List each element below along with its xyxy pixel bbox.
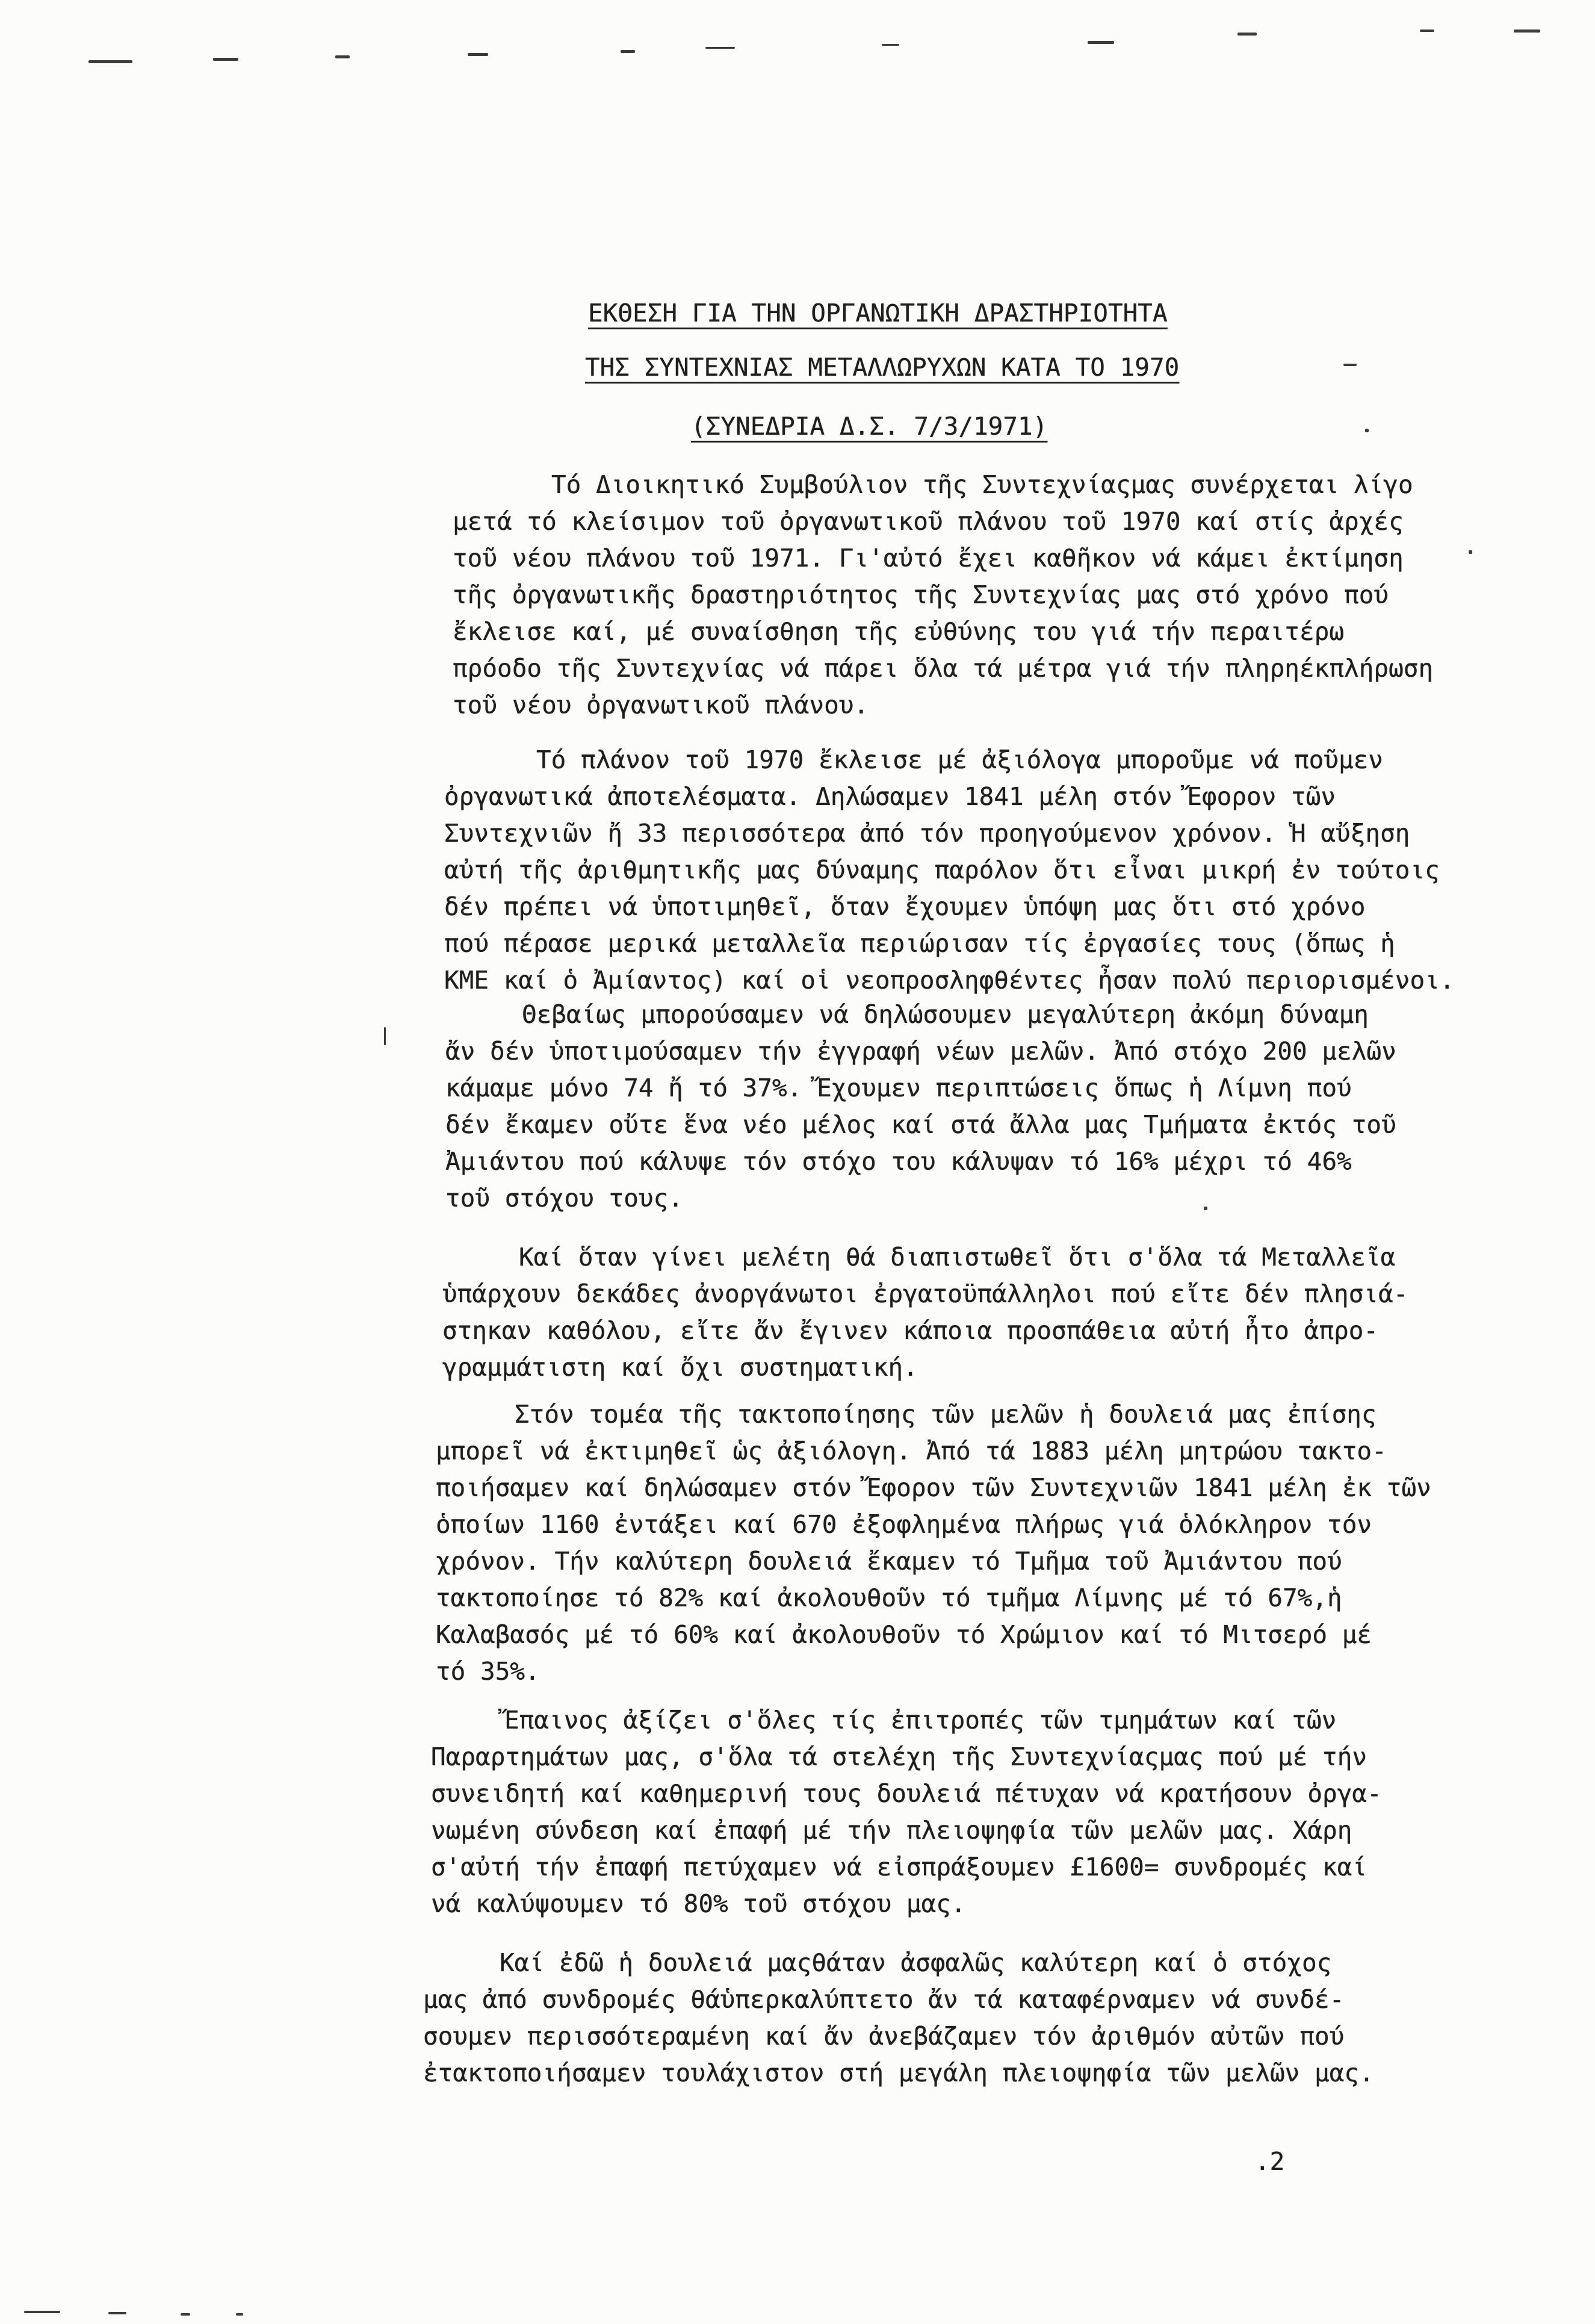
scan-artifact: [1237, 33, 1257, 36]
paragraph-line: Θεβαίως μπορούσαμεν νά δηλώσουμεν μεγαλύτερη ἀκόμη δύναμη: [522, 1000, 1369, 1029]
paragraph-line: Τό πλάνον τοῦ 1970 ἔκλεισε μέ ἀξιόλογα μποροῦμε νά ποῦμεν: [536, 745, 1383, 774]
paragraph-line: ΚΜΕ καί ὁ Ἀμίαντος) καί οἱ νεοπροσληφθέντες ἦσαν πολύ περιορισμένοι.: [444, 966, 1455, 995]
paragraph-line: μετά τό κλείσιμον τοῦ ὀργανωτικοῦ πλάνου τοῦ 1970 καί στίς ἀρχές: [453, 507, 1404, 536]
paragraph-line: μας ἀπό συνδρομές θάὑπερκαλύπτετο ἄν τά καταφέρναμεν νά συνδέ-: [423, 1985, 1345, 2014]
scan-artifact: [24, 2311, 60, 2313]
paragraph-line: δέν ἔκαμεν οὔτε ἕνα νέο μέλος καί στά ἄλλα μας Τμήματα ἐκτός τοῦ: [445, 1110, 1396, 1139]
paragraph-line: τοῦ νέου πλάνου τοῦ 1971. Γι'αὐτό ἔχει καθῆκον νά κάμει ἐκτίμηση: [453, 544, 1404, 573]
document-title-line-1: ΕΚΘΕΣΗ ΓΙΑ ΤΗΝ ΟΡΓΑΝΩΤΙΚΗ ΔΡΑΣΤΗΡΙΟΤΗΤΑ: [588, 299, 1168, 328]
scan-artifact: [213, 58, 238, 61]
paragraph-line: ἔκλεισε καί, μέ συναίσθηση τῆς εὐθύνης του γιά τήν περαιτέρω: [453, 617, 1345, 646]
paragraph-line: ποιήσαμεν καί δηλώσαμεν στόν Ἔφορον τῶν Συντεχνιῶν 1841 μέλη ἐκ τῶν: [436, 1473, 1431, 1502]
paragraph-line: Ἔπαινος ἀξίζει σ'ὅλες τίς ἐπιτροπές τῶν τμημάτων καί τῶν: [504, 1706, 1337, 1735]
paragraph-line: χρόνον. Τήν καλύτερη δουλειά ἔκαμεν τό Τμῆμα τοῦ Ἀμιάντου πού: [436, 1547, 1342, 1576]
scan-artifact: [1469, 550, 1472, 554]
paragraph-line: Ἀμιάντου πού κάλυψε τόν στόχο του κάλυψαν τό 16% μέχρι τό 46%: [445, 1147, 1352, 1176]
scan-artifact: [88, 60, 132, 63]
paragraph-line: τοῦ στόχου τους.: [445, 1184, 683, 1213]
paragraph-line: κάμαμε μόνο 74 ἤ τό 37%. Ἔχουμεν περιπτώσεις ὅπως ἡ Λίμνη πού: [445, 1073, 1352, 1102]
scan-artifact: [236, 2313, 243, 2316]
paragraph-line: σ'αὐτή τήν ἐπαφή πετύχαμεν νά εἰσπράξουμεν £1600= συνδρομές καί: [431, 1853, 1367, 1881]
paragraph-line: πρόοδο τῆς Συντεχνίας νά πάρει ὅλα τά μέτρα γιά τήν πληρηέκπλήρωση: [453, 654, 1434, 683]
paragraph-line: ὑπάρχουν δεκάδες ἀνοργάνωτοι ἐργατοϋπάλληλοι πού εἴτε δέν πλησιά-: [442, 1279, 1408, 1308]
scan-artifact: [1088, 41, 1114, 44]
paragraph-line: νά καλύψουμεν τό 80% τοῦ στόχου μας.: [431, 1889, 966, 1918]
scan-artifact: [384, 1027, 386, 1045]
scan-artifact: [468, 53, 488, 56]
paragraph-3: [445, 996, 1396, 1217]
paragraph-line: ὀργανωτικά ἀποτελέσματα. Δηλώσαμεν 1841 μέλη στόν Ἔφορον τῶν: [444, 782, 1336, 811]
paragraph-line: τοῦ νέου ὀργανωτικοῦ πλάνου.: [453, 691, 869, 719]
document-title-line-3: (ΣΥΝΕΔΡΙΑ Δ.Σ. 7/3/1971): [691, 412, 1048, 441]
paragraph-line: ἐτακτοποιήσαμεν τουλάχιστον στή μεγάλη πλειοψηφία τῶν μελῶν μας.: [423, 2058, 1374, 2087]
paragraph-1: [453, 467, 1433, 724]
paragraph-line: συνειδητή καί καθημερινή τους δουλειά πέτυχαν νά κρατήσουν ὀργα-: [431, 1779, 1382, 1808]
document-title-line-2: ΤΗΣ ΣΥΝΤΕΧΝΙΑΣ ΜΕΤΑΛΛΩΡΥΧΩΝ ΚΑΤΑ ΤΟ 1970: [585, 353, 1180, 382]
scan-artifact: [705, 47, 735, 49]
scan-artifact: [1343, 364, 1357, 366]
paragraph-line: μπορεῖ νά ἐκτιμηθεῖ ὡς ἀξιόλογη. Ἀπό τά 1883 μέλη μητρώου τακτο-: [436, 1437, 1387, 1465]
scan-artifact: [1365, 429, 1369, 432]
paragraph-line: πού πέρασε μερικά μεταλλεῖα περιώρισαν τίς ἐργασίες τους (ὅπως ἡ: [444, 929, 1395, 958]
scan-artifact: [335, 55, 350, 58]
paragraph-line: ἄν δέν ὑποτιμούσαμεν τήν ἐγγραφή νέων μελῶν. Ἀπό στόχο 200 μελῶν: [445, 1037, 1396, 1066]
paragraph-6: [431, 1702, 1382, 1922]
paragraph-line: στηκαν καθόλου, εἴτε ἄν ἔγινεν κάποια προσπάθεια αὐτή ἦτο ἀπρο-: [442, 1316, 1379, 1345]
scan-artifact: [621, 50, 635, 53]
paragraph-line: ὁποίων 1160 ἐντάξει καί 670 ἐξοφλημένα πλήρως γιά ὁλόκληρον τόν: [436, 1510, 1372, 1539]
paragraph-line: τό 35%.: [436, 1657, 540, 1686]
scan-artifact: [181, 2313, 190, 2316]
paragraph-line: γραμμάτιστη καί ὄχι συστηματική.: [442, 1353, 918, 1382]
paragraph-4: [442, 1239, 1408, 1386]
paragraph-line: σουμεν περισσότεραμένη καί ἄν ἀνεβάζαμεν τόν ἀριθμόν αὐτῶν πού: [423, 2022, 1345, 2051]
paragraph-line: Τό Διοικητικό Συμβούλιον τῆς Συντεχνίαςμας συνέρχεται λίγο: [551, 470, 1413, 499]
paragraph-line: Καί ὅταν γίνει μελέτη θά διαπιστωθεῖ ὅτι σ'ὅλα τά Μεταλλεῖα: [519, 1243, 1396, 1272]
paragraph-2: [444, 742, 1455, 999]
paragraph-line: Συντεχνιῶν ἤ 33 περισσότερα ἀπό τόν προηγούμενον χρόνον. Ἡ αὔξηση: [444, 819, 1410, 848]
paragraph-line: δέν πρέπει νά ὑποτιμηθεῖ, ὅταν ἔχουμεν ὑπόψη μας ὅτι στό χρόνο: [444, 892, 1366, 921]
paragraph-7: [423, 1945, 1374, 2092]
paragraph-line: Καί ἐδῶ ἡ δουλειά μαςθάταν ἀσφαλῶς καλύτερη καί ὁ στόχος: [500, 1948, 1332, 1977]
paragraph-line: τακτοποίησε τό 82% καί ἀκολουθοῦν τό τμῆμα Λίμνης μέ τό 67%,ἡ: [436, 1583, 1342, 1612]
page-number: .2: [1255, 2147, 1285, 2176]
paragraph-5: [436, 1396, 1431, 1690]
paragraph-line: νωμένη σύνδεση καί ἐπαφή μέ τήν πλειοψηφία τῶν μελῶν μας. Χάρη: [431, 1816, 1352, 1845]
paragraph-line: αὐτή τῆς ἀριθμητικῆς μας δύναμης παρόλον ὅτι εἶναι μικρή ἐν τούτοις: [444, 856, 1440, 884]
scan-artifact: [1514, 30, 1540, 33]
paragraph-line: Καλαβασός μέ τό 60% καί ἀκολουθοῦν τό Χρώμιον καί τό Μιτσερό μέ: [436, 1620, 1372, 1649]
scan-artifact: [1420, 30, 1434, 32]
paragraph-line: Παραρτημάτων μας, σ'ὅλα τά στελέχη τῆς Συντεχνίαςμας πού μέ τήν: [431, 1742, 1367, 1771]
paragraph-line: τῆς ὀργανωτικῆς δραστηριότητος τῆς Συντεχνίας μας στό χρόνο πού: [453, 580, 1389, 609]
scan-artifact: [882, 44, 899, 46]
scan-artifact: [108, 2312, 126, 2314]
paragraph-line: Στόν τομέα τῆς τακτοποίησης τῶν μελῶν ἡ δουλειά μας ἐπίσης: [515, 1400, 1377, 1429]
